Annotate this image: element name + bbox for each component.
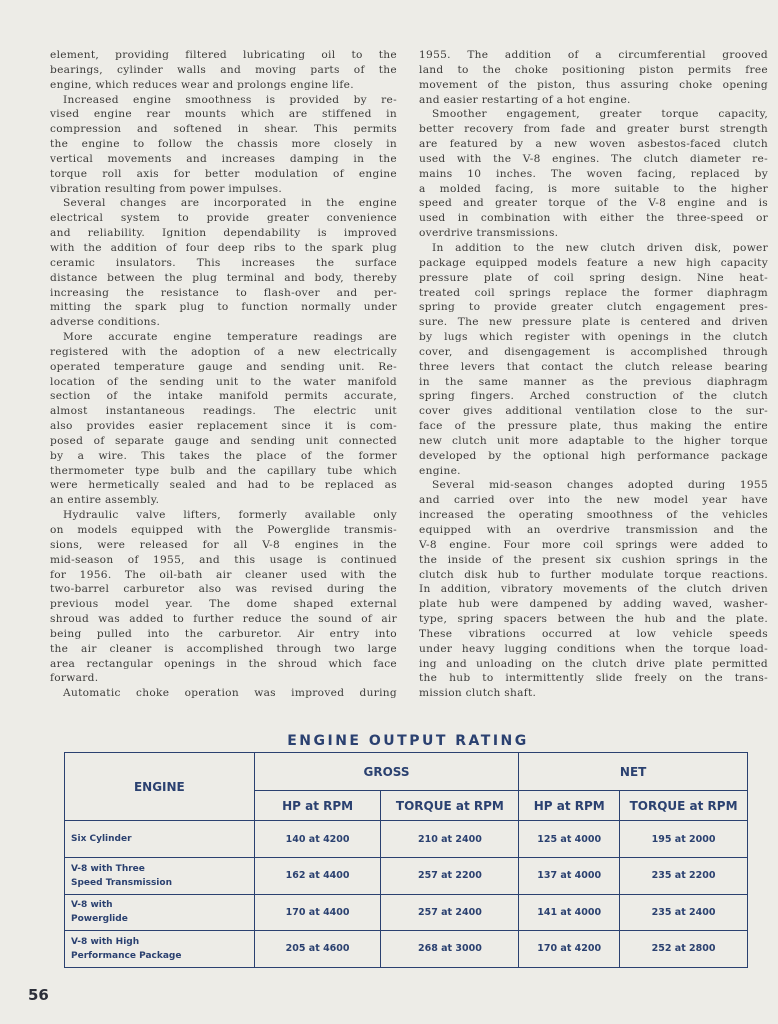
text-line: type, spring spacers between the hub and the plate.	[419, 613, 768, 626]
text-line: torque roll axis for better modulation of engine	[50, 167, 397, 180]
value-cell: 257 at 2200	[381, 858, 519, 895]
text-line: forward.	[50, 672, 99, 685]
text-line: the engine to follow the chassis more closely in	[50, 138, 397, 151]
value-cell: 170 at 4200	[519, 931, 620, 968]
text-line: by a wire. This takes the place of the former	[50, 449, 397, 462]
text-line: package equipped models feature a new high capacity	[419, 256, 768, 269]
value-cell: 257 at 2400	[381, 894, 519, 931]
text-line: also provides easier replacement since it is com-	[50, 420, 397, 433]
engine-name-line: Performance Package	[71, 950, 182, 961]
text-line: mid-season of 1955, and this usage is continued	[50, 553, 397, 566]
text-line: bearings, cylinder walls and moving parts of the	[50, 63, 397, 76]
engine-name-line: V-8 with Three	[71, 863, 145, 874]
text-line: ceramic insulators. This increases the surface	[50, 256, 397, 269]
paragraph	[50, 508, 397, 686]
text-line: Smoother engagement, greater torque capacity,	[432, 108, 768, 121]
text-line: Hydraulic valve lifters, formerly available only	[63, 509, 397, 522]
text-line: and reliability. Ignition dependability is improved	[50, 227, 397, 240]
page-number: 56	[28, 986, 49, 1004]
text-column-left	[50, 48, 397, 701]
text-line: for 1956. The oil-bath air cleaner used with the	[50, 568, 397, 581]
text-line: the inside of the present six cushion springs in the	[419, 553, 768, 566]
text-line: V-8 engine. Four more coil springs were added to	[419, 538, 768, 551]
engine-name-line: Powerglide	[71, 914, 128, 925]
text-line: shroud was added to further reduce the sound of air	[50, 613, 397, 626]
value-cell: 162 at 4400	[254, 858, 381, 895]
engine-cell	[65, 894, 255, 931]
text-line: with the addition of four deep ribs to the spark plug	[50, 241, 397, 254]
value-cell: 195 at 2000	[620, 821, 748, 858]
text-line: cover, and disengagement is accomplished through	[419, 345, 768, 358]
text-line: engine, which reduces wear and prolongs engine life.	[50, 78, 354, 91]
text-line: vised engine rear mounts which are stiffened in	[50, 108, 397, 121]
text-line: overdrive transmissions.	[419, 227, 559, 240]
engine-header: ENGINE	[65, 753, 255, 821]
text-line: location of the sending unit to the water manifold	[50, 375, 397, 388]
paragraph	[50, 48, 397, 93]
value-cell: 170 at 4400	[254, 894, 381, 931]
paragraph	[419, 48, 768, 107]
text-line: mitting the spark plug to function normally under	[50, 301, 397, 314]
text-line: two-barrel carburetor also was revised during the	[50, 583, 397, 596]
engine-name-line: V-8 with	[71, 900, 113, 911]
subheader: HP at RPM	[519, 791, 620, 821]
paragraph	[419, 241, 768, 479]
value-cell: 125 at 4000	[519, 821, 620, 858]
text-line: treated coil springs replace the former diaphragm	[419, 286, 768, 299]
text-line: registered with the adoption of a new electrically	[50, 345, 397, 358]
text-line: land to the choke positioning piston permits free	[419, 63, 768, 76]
engine-name-line: Speed Transmission	[71, 877, 172, 888]
paragraph	[50, 686, 397, 701]
table-row	[65, 858, 748, 895]
table-row	[65, 894, 748, 931]
text-line: an entire assembly.	[50, 494, 160, 507]
paragraph	[419, 107, 768, 241]
text-line: area rectangular openings in the shroud which face	[50, 657, 397, 670]
text-line: a molded facing, is more suitable to the higher	[419, 182, 768, 195]
text-line: operated temperature gauge and sending unit. Re-	[50, 360, 397, 373]
text-line: developed by the optional high performance package	[419, 449, 768, 462]
text-line: almost instantaneous readings. The electric unit	[50, 405, 397, 418]
text-line: movement of the piston, thus assuring choke opening	[419, 78, 768, 91]
text-line: electrical system to provide greater convenience	[50, 212, 397, 225]
text-line: Increased engine smoothness is provided by re-	[63, 93, 397, 106]
text-line: sions, were released for all V-8 engines in the	[50, 538, 397, 551]
value-cell: 205 at 4600	[254, 931, 381, 968]
text-line: element, providing filtered lubricating oil to the	[50, 49, 397, 61]
text-line: sure. The new pressure plate is centered and driven	[419, 316, 768, 329]
value-cell: 141 at 4000	[519, 894, 620, 931]
text-line: increasing the resistance to flash-over and per-	[50, 286, 397, 299]
engine-output-table	[64, 752, 748, 968]
text-line: better recovery from fade and greater burst strength	[419, 123, 768, 136]
text-line: spring fingers. Arched construction of the clutch	[419, 390, 768, 403]
text-line: adverse conditions.	[50, 316, 161, 329]
text-line: three levers that contact the clutch release bearing	[419, 360, 768, 373]
text-line: by lugs which register with openings in the clutch	[419, 331, 768, 344]
engine-cell	[65, 858, 255, 895]
subheader: TORQUE at RPM	[381, 791, 519, 821]
text-line: These vibrations occurred at low vehicle speeds	[419, 627, 768, 640]
subheader: TORQUE at RPM	[620, 791, 748, 821]
text-line: and easier restarting of a hot engine.	[419, 93, 631, 106]
text-line: posed of separate gauge and sending unit connected	[50, 434, 397, 447]
text-line: cover gives additional ventilation close to the sur-	[419, 405, 768, 418]
text-line: under heavy lugging conditions when the torque load-	[419, 642, 768, 655]
paragraph	[50, 93, 397, 197]
engine-cell	[65, 931, 255, 968]
table-row	[65, 931, 748, 968]
text-line: vibration resulting from power impulses.	[50, 182, 282, 195]
text-column-right	[419, 48, 768, 701]
value-cell: 137 at 4000	[519, 858, 620, 895]
paragraph	[50, 330, 397, 508]
value-cell: 140 at 4200	[254, 821, 381, 858]
paragraph	[419, 478, 768, 701]
subheader: HP at RPM	[254, 791, 381, 821]
text-line: mains 10 inches. The woven facing, replaced by	[419, 167, 768, 180]
text-line: clutch disk hub to further modulate torque reactions.	[419, 568, 768, 581]
text-line: distance between the plug terminal and body, thereby	[50, 271, 397, 284]
text-line: speed and greater torque of the V-8 engine and is	[419, 197, 768, 210]
text-line: were hermetically sealed and had to be replaced as	[50, 479, 397, 492]
text-line: the hub to intermittently slide freely on the trans-	[419, 672, 768, 685]
text-line: and carried over into the new model year have	[419, 494, 768, 507]
value-cell: 235 at 2200	[620, 858, 748, 895]
text-line: new clutch unit more adaptable to the higher torque	[419, 434, 768, 447]
text-line: the air cleaner is accomplished through two large	[50, 642, 397, 655]
text-line: plate hub were dampened by adding waved, washer-	[419, 598, 768, 611]
text-line: spring to provide greater clutch engagement pres-	[419, 301, 768, 314]
text-line: section of the intake manifold permits accurate,	[50, 390, 397, 403]
text-line: Several changes are incorporated in the engine	[63, 197, 397, 210]
text-line: More accurate engine temperature readings are	[63, 331, 397, 344]
text-line: face of the pressure plate, thus making the entire	[419, 420, 768, 433]
text-line: thermometer type bulb and the capillary tube which	[50, 464, 397, 477]
gross-header: GROSS	[254, 753, 519, 791]
text-line: vertical movements and increases damping in the	[50, 152, 397, 165]
value-cell: 252 at 2800	[620, 931, 748, 968]
text-line: pressure plate of coil spring design. Nine heat-	[419, 271, 768, 284]
text-line: engine.	[419, 464, 461, 477]
text-line: on models equipped with the Powerglide transmis-	[50, 524, 397, 536]
text-line: being pulled into the carburetor. Air entry into	[50, 627, 397, 640]
engine-cell	[65, 821, 255, 858]
text-line: 1955. The addition of a circumferential grooved	[419, 49, 768, 61]
text-line: compression and softened in shear. This permits	[50, 123, 397, 136]
table-row	[65, 821, 748, 858]
text-line: Automatic choke operation was improved during	[63, 687, 397, 700]
text-line: used with the V-8 engines. The clutch diameter re-	[419, 152, 768, 165]
engine-name-line: Six Cylinder	[71, 834, 132, 844]
table-title: ENGINE OUTPUT RATING	[287, 733, 529, 749]
text-line: Several mid-season changes adopted during 1955	[432, 479, 768, 492]
text-line: previous model year. The dome shaped external	[50, 598, 397, 611]
value-cell: 210 at 2400	[381, 821, 519, 858]
text-line: In addition to the new clutch driven disk, power	[432, 241, 768, 254]
text-line: are featured by a new woven asbestos-faced clutch	[419, 138, 768, 151]
text-line: equipped with an overdrive transmission and the	[419, 524, 768, 536]
text-line: mission clutch shaft.	[419, 687, 537, 700]
text-line: increased the operating smoothness of the vehicles	[419, 509, 768, 522]
text-line: used in combination with either the three-speed or	[419, 212, 768, 225]
text-line: In addition, vibratory movements of the clutch driven	[419, 583, 768, 596]
value-cell: 268 at 3000	[381, 931, 519, 968]
text-line: ing and unloading on the clutch drive plate permitted	[419, 657, 768, 670]
net-header: NET	[519, 753, 748, 791]
text-line: in the same manner as the previous diaphragm	[419, 375, 768, 388]
engine-name-line: V-8 with High	[71, 936, 140, 947]
value-cell: 235 at 2400	[620, 894, 748, 931]
paragraph	[50, 196, 397, 330]
